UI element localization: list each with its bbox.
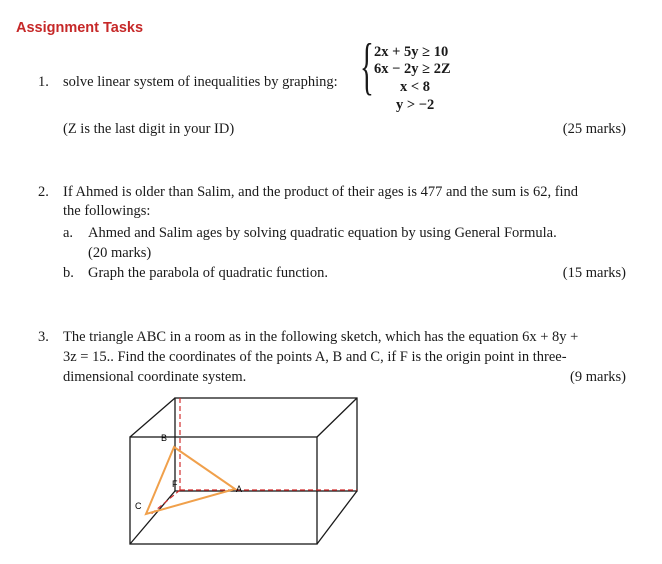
label-f: F <box>172 479 178 489</box>
q1-number: 1. <box>38 74 49 90</box>
edge-top-left <box>130 398 175 437</box>
label-c: C <box>135 501 142 511</box>
q1-note: (Z is the last digit in your ID) <box>63 121 235 137</box>
system-brace: { <box>360 30 374 101</box>
q1-inequality-1: 2x + 5y ≥ 10 <box>374 44 449 60</box>
assignment-heading: Assignment Tasks <box>16 20 144 36</box>
q3-number: 3. <box>38 329 49 345</box>
q2-a-label: a. <box>63 225 74 241</box>
q2-b-text: Graph the parabola of quadratic function. <box>88 265 328 281</box>
q1-text: solve linear system of inequalities by graphing: <box>63 74 338 90</box>
q1-inequality-3: x < 8 <box>400 79 431 95</box>
back-face <box>175 398 357 491</box>
label-a: A <box>236 484 243 494</box>
q3-line1: The triangle ABC in a room as in the following sketch, which has the equation 6x + 8y + <box>63 329 579 345</box>
q2-a-text: Ahmed and Salim ages by solving quadratic equation by using General Formula. <box>88 225 557 241</box>
q3-line3: dimensional coordinate system. <box>63 369 247 385</box>
q1-marks: (25 marks) <box>562 121 626 137</box>
q2-b-marks: (15 marks) <box>562 265 626 281</box>
q2-text-line1: If Ahmed is older than Salim, and the product of their ages is 477 and the sum is 62, find <box>63 184 579 200</box>
axes <box>150 398 357 515</box>
edge-top-right <box>317 398 357 437</box>
q3-line2: 3z = 15.. Find the coordinates of the points A, B and C, if F is the origin point in three- <box>63 349 567 365</box>
q2-a-marks: (20 marks) <box>88 245 152 261</box>
q2-number: 2. <box>38 184 49 200</box>
q1-inequality-2: 6x − 2y ≥ 2Z <box>374 61 451 77</box>
q2-b-label: b. <box>63 265 74 281</box>
label-b: B <box>161 433 168 443</box>
q1-inequality-4: y > −2 <box>396 97 435 113</box>
triangle-abc <box>146 447 235 514</box>
q3-marks: (9 marks) <box>570 369 626 385</box>
edge-bottom-right <box>317 491 357 544</box>
q2-text-line2: the followings: <box>63 203 151 219</box>
